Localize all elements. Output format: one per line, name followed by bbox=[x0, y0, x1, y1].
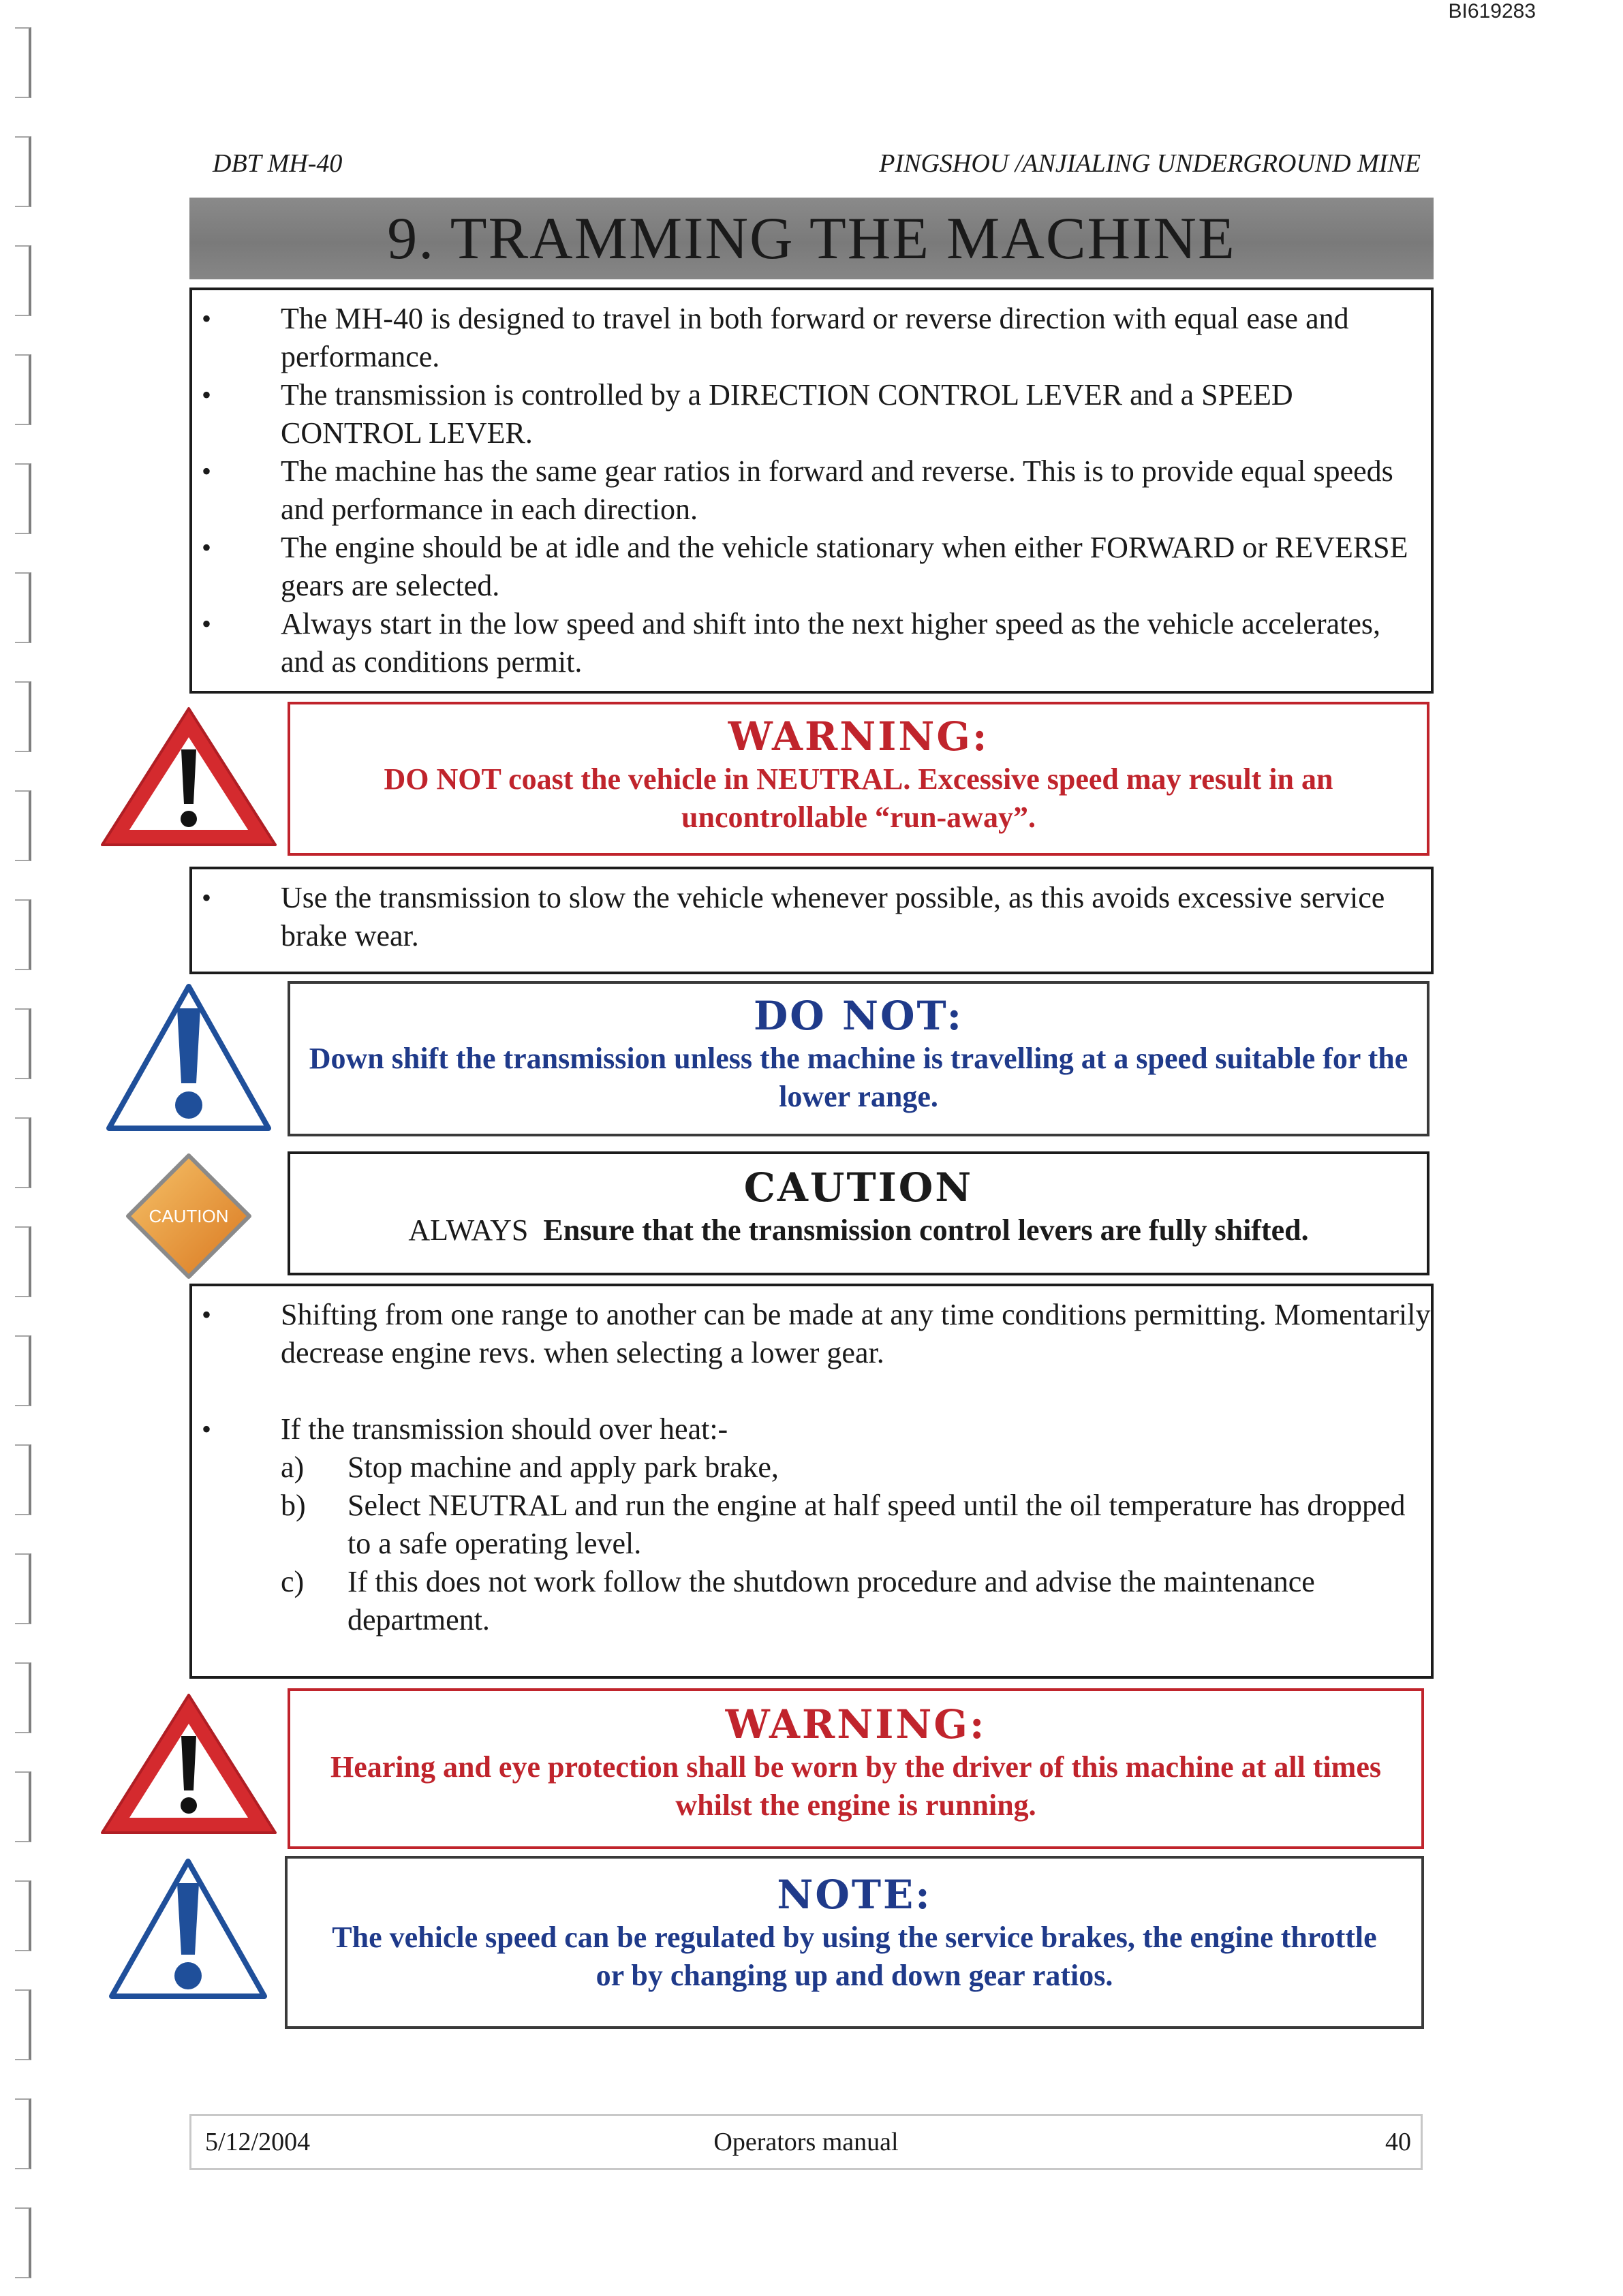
page-number: 40 bbox=[1385, 2128, 1411, 2156]
warning-heading: WARNING: bbox=[728, 713, 989, 760]
info-warning-icon bbox=[104, 981, 274, 1136]
note-box bbox=[285, 1856, 1424, 2029]
caution-icon bbox=[124, 1151, 253, 1281]
section-title: 9. TRAMMING THE MACHINE bbox=[387, 205, 1236, 272]
warning-box-1 bbox=[288, 702, 1429, 856]
caution-body: Ensure that the transmission control levers are fully shifted. bbox=[543, 1213, 1309, 1247]
warning-icon bbox=[97, 702, 281, 852]
info-warning-icon bbox=[106, 1856, 270, 2004]
list-item: • Use the transmission to slow the vehicle whenever possible, as this avoids excessive service brake wear. bbox=[202, 881, 1385, 952]
warning-box-2 bbox=[288, 1688, 1424, 1849]
sub-item: a) Stop machine and apply park brake, bbox=[281, 1450, 779, 1484]
caution-prefix: ALWAYS bbox=[408, 1213, 529, 1247]
list-item: • The machine has the same gear ratios in forward and reverse. This is to provide equal speeds and performance in each direction. bbox=[202, 454, 1393, 526]
list-item: • If the transmission should over heat:- bbox=[202, 1412, 728, 1446]
list-item: • Always start in the low speed and shift into the next higher speed as the vehicle accelerates, and as conditions permit. bbox=[202, 607, 1381, 679]
sub-item: b) Select NEUTRAL and run the engine at half speed until the oil temperature has dropped to a safe operating level. bbox=[281, 1489, 1406, 1560]
page-footer bbox=[189, 2114, 1423, 2170]
warning-heading: WARNING: bbox=[725, 1701, 987, 1748]
donot-box bbox=[288, 981, 1429, 1136]
donot-text: Down shift the transmission unless the machine is travelling at a speed suitable for the lower range. bbox=[309, 1042, 1408, 1113]
bullet-box-3 bbox=[189, 1284, 1434, 1679]
bullet-box-2 bbox=[189, 867, 1434, 974]
binding-marks bbox=[15, 0, 35, 2296]
footer-date: 5/12/2004 bbox=[205, 2128, 311, 2156]
list-item: • The transmission is controlled by a DIRECTION CONTROL LEVER and a SPEED CONTROL LEVER. bbox=[202, 378, 1293, 450]
caution-heading: CAUTION bbox=[743, 1164, 974, 1211]
caution-text bbox=[290, 1211, 1427, 1250]
warning-icon bbox=[97, 1688, 281, 1840]
footer-title: Operators manual bbox=[713, 2128, 899, 2156]
donot-heading: DO NOT: bbox=[753, 993, 964, 1039]
svg-text:CAUTION: CAUTION bbox=[149, 1206, 229, 1226]
note-text: The vehicle speed can be regulated by using the service brakes, the engine throttle or by changing up and down gear ratios. bbox=[332, 1921, 1377, 1992]
sub-item: c) If this does not work follow the shutdown procedure and advise the maintenance department. bbox=[281, 1565, 1315, 1636]
list-item: • Shifting from one range to another can be made at any time conditions permitting. Momentarily decrease engine revs. when selecting a lower gear. bbox=[202, 1298, 1431, 1369]
note-heading: NOTE: bbox=[777, 1872, 932, 1918]
bullet-box-1 bbox=[189, 288, 1434, 694]
list-item: • The MH-40 is designed to travel in both forward or reverse direction with equal ease and performance. bbox=[202, 302, 1349, 373]
warning-text: Hearing and eye protection shall be worn by the driver of this machine at all times whilst the engine is running. bbox=[330, 1750, 1381, 1822]
header-right: PINGSHOU /ANJIALING UNDERGROUND MINE bbox=[879, 149, 1421, 178]
caution-box bbox=[288, 1151, 1429, 1275]
header-left: DBT MH-40 bbox=[213, 149, 343, 178]
warning-text: DO NOT coast the vehicle in NEUTRAL. Excessive speed may result in an uncontrollable “run-away”. bbox=[384, 762, 1333, 834]
list-item: • The engine should be at idle and the vehicle stationary when either FORWARD or REVERSE gears are selected. bbox=[202, 531, 1408, 602]
section-title-bar bbox=[189, 198, 1434, 279]
document-id: BI619283 bbox=[1448, 0, 1536, 22]
